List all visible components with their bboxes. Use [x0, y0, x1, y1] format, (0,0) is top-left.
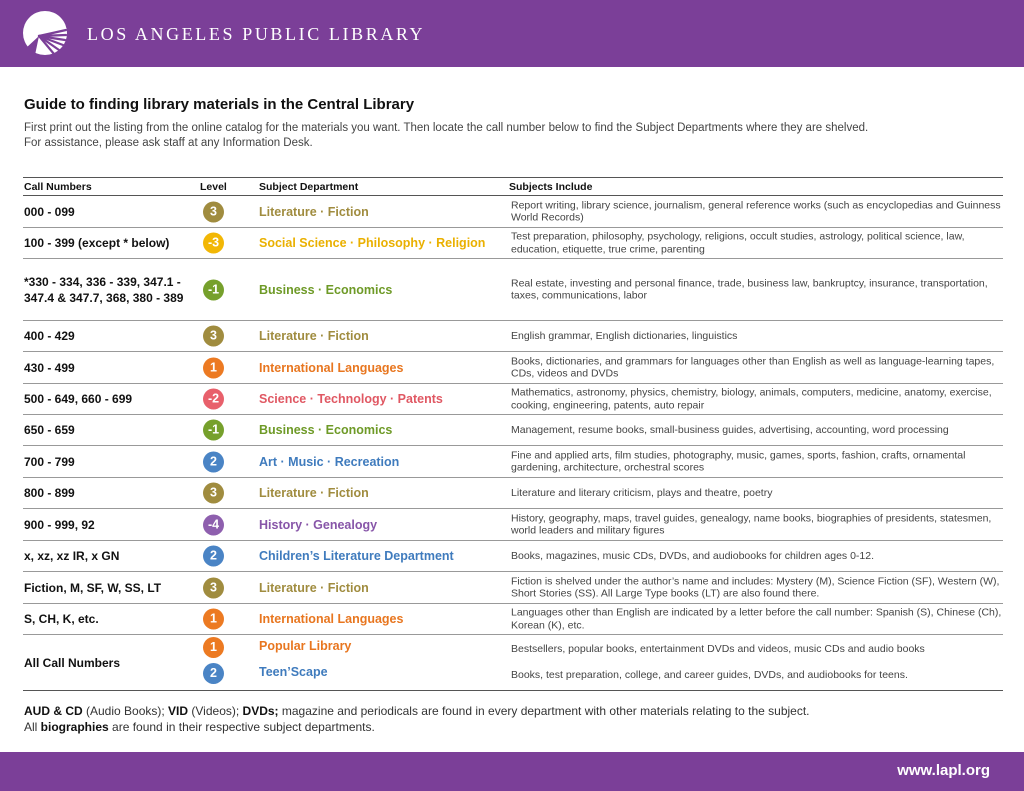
level-badge: -2: [203, 389, 224, 410]
subjects-include: History, geography, maps, travel guides, genealogy, name books, biographies of presidents, statesmen, world leaders and military figures: [511, 512, 992, 537]
call-number: S, CH, K, etc.: [24, 612, 99, 626]
table-row: [23, 541, 1003, 572]
table-row-all-call-numbers: [23, 635, 1003, 691]
header-subject-department: Subject Department: [259, 181, 359, 193]
footnote-aud-cd: AUD & CD: [24, 704, 83, 718]
subject-department: International Languages: [259, 612, 404, 626]
level-badge: 1: [203, 609, 224, 630]
call-number-table: [23, 177, 1003, 691]
call-number: 800 - 899: [24, 486, 75, 500]
table-row: [23, 228, 1003, 259]
call-number: 650 - 659: [24, 423, 75, 437]
footnote-biographies: biographies: [40, 720, 109, 734]
library-name: LOS ANGELES PUBLIC LIBRARY: [87, 24, 426, 44]
intro-line-1: First print out the listing from the online catalog for the materials you want. Then locate the call number below to find the Subject Departments where they are shelved.: [24, 122, 869, 134]
footnote-all: All: [24, 720, 41, 734]
level-badge: 1: [203, 357, 224, 378]
subjects-include: English grammar, English dictionaries, linguistics: [511, 329, 738, 342]
intro-line-2: For assistance, please ask staff at any Information Desk.: [24, 137, 313, 149]
table-row: [23, 321, 1003, 352]
library-logo-icon: [22, 10, 68, 56]
header-level: Level: [200, 181, 227, 193]
footnote-rest-1: magazine and periodicals are found in every department with other materials relating to the subject.: [278, 704, 810, 718]
level-badge: 3: [203, 483, 224, 504]
call-number: 100 - 399 (except * below): [24, 236, 170, 250]
level-badge: -3: [203, 233, 224, 254]
subject-department: Social Science · Philosophy · Religion: [259, 236, 486, 250]
table-row: [23, 384, 1003, 415]
intro-text: [24, 121, 1004, 151]
level-badge: -1: [203, 279, 224, 300]
subject-department: Literature · Fiction: [259, 204, 369, 219]
table-body: [23, 196, 1003, 691]
footnote-line-2: [24, 719, 810, 735]
subjects-include: Fiction is shelved under the author’s name and includes: Mystery (M), Science Fiction (SF), Western (W), Short Stories (SS). All Large Type books (LT) are also found there.: [511, 575, 1000, 600]
subjects-include: Books, magazines, music CDs, DVDs, and audiobooks for children ages 0-12.: [511, 549, 875, 562]
subject-department: Teen’Scape: [259, 665, 328, 679]
table-row: [23, 604, 1003, 635]
footer-bar: [0, 752, 1024, 791]
call-number: 700 - 799: [24, 454, 75, 469]
call-number: *330 - 334, 336 - 339, 347.1 - 347.4 & 347.7, 368, 380 - 389: [24, 274, 184, 305]
subjects-include: Bestsellers, popular books, entertainment DVDs and videos, music CDs and audio books: [511, 643, 925, 655]
call-number: 000 - 099: [24, 204, 75, 219]
call-number: Fiction, M, SF, W, SS, LT: [24, 580, 162, 595]
footnote-rest-2: are found in their respective subject departments.: [108, 720, 375, 734]
level-badge: 3: [203, 326, 224, 347]
level-badge: 2: [203, 451, 224, 472]
website-link[interactable]: www.lapl.org: [897, 762, 990, 779]
header-subjects-include: Subjects Include: [509, 181, 593, 193]
footnote-line-1: [24, 703, 810, 719]
footnote-audio-books: (Audio Books);: [82, 704, 169, 718]
level-badge: -4: [203, 514, 224, 535]
call-number: x, xz, xz IR, x GN: [24, 549, 120, 563]
level-badge: 2: [203, 663, 224, 684]
header-call-numbers: Call Numbers: [24, 181, 92, 193]
subject-department: Literature · Fiction: [259, 580, 369, 595]
table-header: [23, 177, 1003, 196]
header-bar: [0, 0, 1024, 67]
subject-department: Children’s Literature Department: [259, 549, 454, 563]
page-title: Guide to finding library materials in the Central Library: [24, 96, 415, 113]
subject-department: Literature · Fiction: [259, 329, 369, 343]
level-badge: 3: [203, 577, 224, 598]
call-number: 900 - 999, 92: [24, 517, 95, 532]
table-row: [23, 446, 1003, 478]
call-number: 430 - 499: [24, 360, 75, 375]
call-number: All Call Numbers: [24, 655, 121, 670]
call-number: 400 - 429: [24, 329, 75, 343]
subjects-include: Languages other than English are indicated by a letter before the call number: Spanish (S), Chinese (Ch), Korean (K), etc.: [511, 606, 1002, 631]
subject-department: Business · Economics: [259, 423, 393, 437]
subjects-include: Fine and applied arts, film studies, photography, music, games, sports, fashion, crafts, ornamental gardening, architecture, orchestral scores: [511, 449, 966, 474]
table-row: [23, 572, 1003, 604]
subject-department: Popular Library: [259, 639, 352, 653]
subject-department: Business · Economics: [259, 282, 393, 297]
subjects-include: Real estate, investing and personal finance, trade, business law, bankruptcy, insurance, transportation, taxes, communications, labor: [511, 277, 988, 302]
footnote-videos: (Videos);: [188, 704, 243, 718]
subjects-include: Management, resume books, small-business guides, advertising, accounting, word processing: [511, 423, 949, 436]
subjects-include: Books, dictionaries, and grammars for languages other than English as well as language-learning tapes, CDs, videos and DVDs: [511, 355, 995, 380]
table-row: [23, 415, 1003, 446]
table-row: [23, 478, 1003, 509]
footnote: [24, 703, 810, 735]
table-row: [23, 259, 1003, 321]
table-row: [23, 509, 1003, 541]
table-row: [23, 352, 1003, 384]
subject-department: History · Genealogy: [259, 517, 378, 532]
footnote-dvds: DVDs;: [242, 704, 279, 718]
footnote-vid: VID: [168, 704, 189, 718]
table-row: [23, 196, 1003, 228]
subjects-include: Test preparation, philosophy, psychology, religions, occult studies, astrology, political science, law, education, etiquette, true crime, parenting: [511, 230, 965, 255]
subjects-include: Mathematics, astronomy, physics, chemistry, biology, animals, computers, medicine, anatomy, exercise, cooking, engineering, patents, auto repair: [511, 386, 992, 411]
level-badge: 1: [203, 637, 224, 658]
level-badge: 3: [203, 201, 224, 222]
call-number: 500 - 649, 660 - 699: [24, 392, 133, 406]
subjects-include: Literature and literary criticism, plays and theatre, poetry: [511, 486, 773, 499]
subjects-include: Books, test preparation, college, and career guides, DVDs, and audiobooks for teens.: [511, 669, 908, 681]
subject-department: International Languages: [259, 360, 404, 375]
subject-department: Literature · Fiction: [259, 486, 369, 500]
level-badge: 2: [203, 546, 224, 567]
subjects-include: Report writing, library science, journalism, general reference works (such as encyclopedias and Guinness World Records): [511, 199, 1001, 224]
subject-department: Art · Music · Recreation: [259, 454, 400, 469]
subject-department: Science · Technology · Patents: [259, 392, 443, 406]
level-badge: -1: [203, 420, 224, 441]
